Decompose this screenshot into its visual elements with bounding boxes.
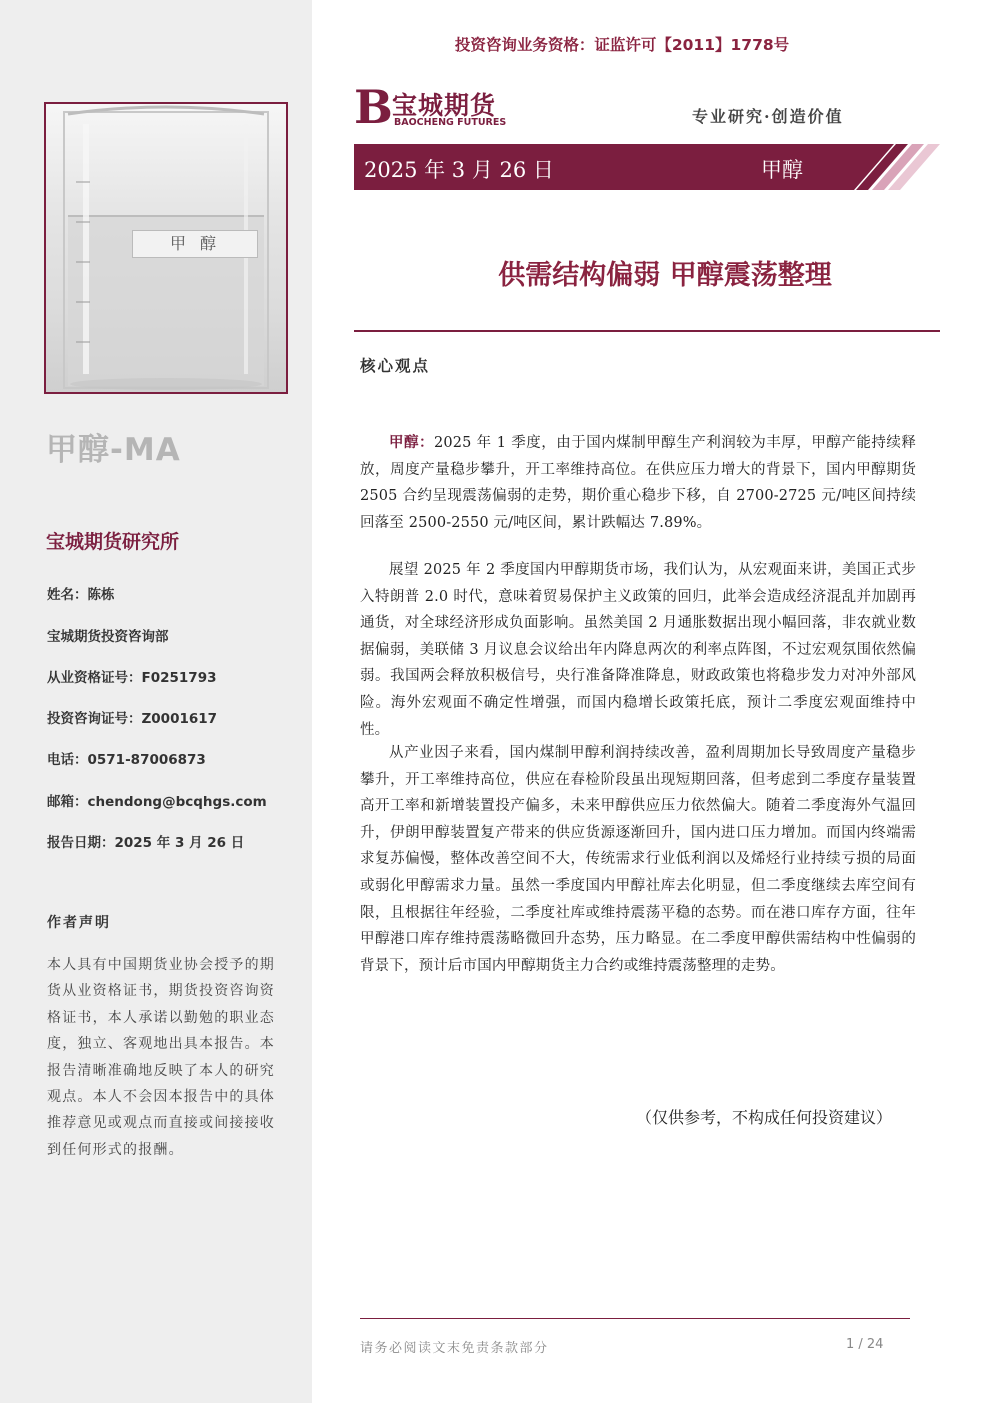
paragraph-2 (360, 557, 916, 743)
paragraph-1-text: 2025 年 1 季度，由于国内煤制甲醇生产利润较为丰厚，甲醇产能持续释放，周度产量稳步攀升，开工率维持高位。在供应压力增大的背景下，国内甲醇期货 2505 合约呈现震荡偏弱的走势，期价重心稳步下移，自 2700-2725 元/吨区间持续回落至 2500-2550 元/吨区间，累计跌幅达 7.89%。 (360, 435, 916, 531)
analyst-name: 姓名：陈栋 (47, 587, 115, 603)
author-statement-title: 作者声明 (47, 915, 111, 931)
report-date: 报告日期：2025 年 3 月 26 日 (47, 835, 245, 851)
logo-cn: 宝城期货 (392, 91, 497, 120)
sidebar (0, 0, 312, 1403)
reference-note: （仅供参考，不构成任何投资建议） (636, 1108, 893, 1127)
paragraph-2-text: 展望 2025 年 2 季度国内甲醇期货市场，我们认为，从宏观面来讲，美国正式步入特朗普 2.0 时代，意味着贸易保护主义政策的回归，此举会造成经济混乱并加剧再通货，对全球经济形成负面影响。虽然美国 2 月通胀数据出现小幅回落，非农就业数据偏弱，美联储 3 月议息会议给出年内降息两次的利率点阵图，不过宏观氛围依然偏弱。我国两会释放积极信号，央行准备降准降息，财政政策也将稳步发力对冲外部风险。海外宏观面不确定性增强，而国内稳增长政策托底，预计二季度宏观面维持中性。 (360, 562, 916, 738)
banner-product: 甲醇 (761, 158, 803, 182)
page-number: 1 / 24 (846, 1337, 884, 1352)
email: 邮箱：chendong@bcqhgs.com (47, 794, 267, 810)
paragraph-3-text: 从产业因子来看，国内煤制甲醇利润持续改善，盈利周期加长导致周度产量稳步攀升，开工率维持高位，供应在春检阶段虽出现短期回落，但考虑到二季度存量装置高开工率和新增装置投产偏多，未来甲醇供应压力依然偏大。随着二季度海外气温回升，伊朗甲醇装置复产带来的供应货源逐渐回升，国内进口压力增加。而国内终端需求复苏偏慢，整体改善空间不大，传统需求行业低利润以及烯烃行业持续亏损的局面或弱化甲醇需求力量。虽然一季度国内甲醇社库去化明显，但二季度继续去库空间有限，且根据往年经验，二季度社库或维持震荡平稳的态势。而在港口库存方面，往年甲醇港口库存维持震荡略微回升态势，压力略显。在二季度甲醇供需结构中性偏弱的背景下，预计后市国内甲醇期货主力合约或维持震荡整理的走势。 (360, 745, 916, 974)
company-logo (354, 80, 524, 134)
section-heading: 核心观点 (360, 356, 431, 375)
slogan: 专业研究·创造价值 (692, 107, 844, 126)
license-line: 投资咨询业务资格：证监许可【2011】1778号 (454, 36, 790, 54)
methanol-beaker-photo (44, 102, 288, 394)
department: 宝城期货投资咨询部 (47, 629, 169, 645)
consulting-number: 投资咨询证号：Z0001617 (47, 711, 218, 727)
paragraph-1 (360, 430, 916, 536)
beaker-label: 甲醇 (132, 230, 258, 258)
report-title: 供需结构偏弱 甲醇震荡整理 (498, 260, 832, 291)
title-divider (354, 330, 940, 332)
qualification-number: 从业资格证号：F0251793 (47, 670, 217, 686)
institute-name: 宝城期货研究所 (46, 531, 180, 553)
footer-disclaimer: 请务必阅读文末免责条款部分 (360, 1341, 549, 1356)
product-code: 甲醇-MA (46, 432, 181, 468)
date-banner (354, 144, 940, 190)
paragraph-lead: 甲醇： (389, 434, 435, 451)
paragraph-3 (360, 740, 916, 979)
logo-en: BAOCHENG FUTURES (394, 117, 507, 128)
logo-mark: B (354, 80, 393, 134)
author-statement-text: 本人具有中国期货业协会授予的期货从业资格证书，期货投资咨询资格证书，本人承诺以勤勉的职业态度，独立、客观地出具本报告。本报告清晰准确地反映了本人的研究观点。本人不会因本报告中的具体推荐意见或观点而直接或间接接收到任何形式的报酬。 (47, 957, 275, 1158)
footer-divider (360, 1318, 910, 1319)
phone: 电话：0571-87006873 (47, 752, 206, 768)
banner-date: 2025 年 3 月 26 日 (364, 158, 554, 182)
